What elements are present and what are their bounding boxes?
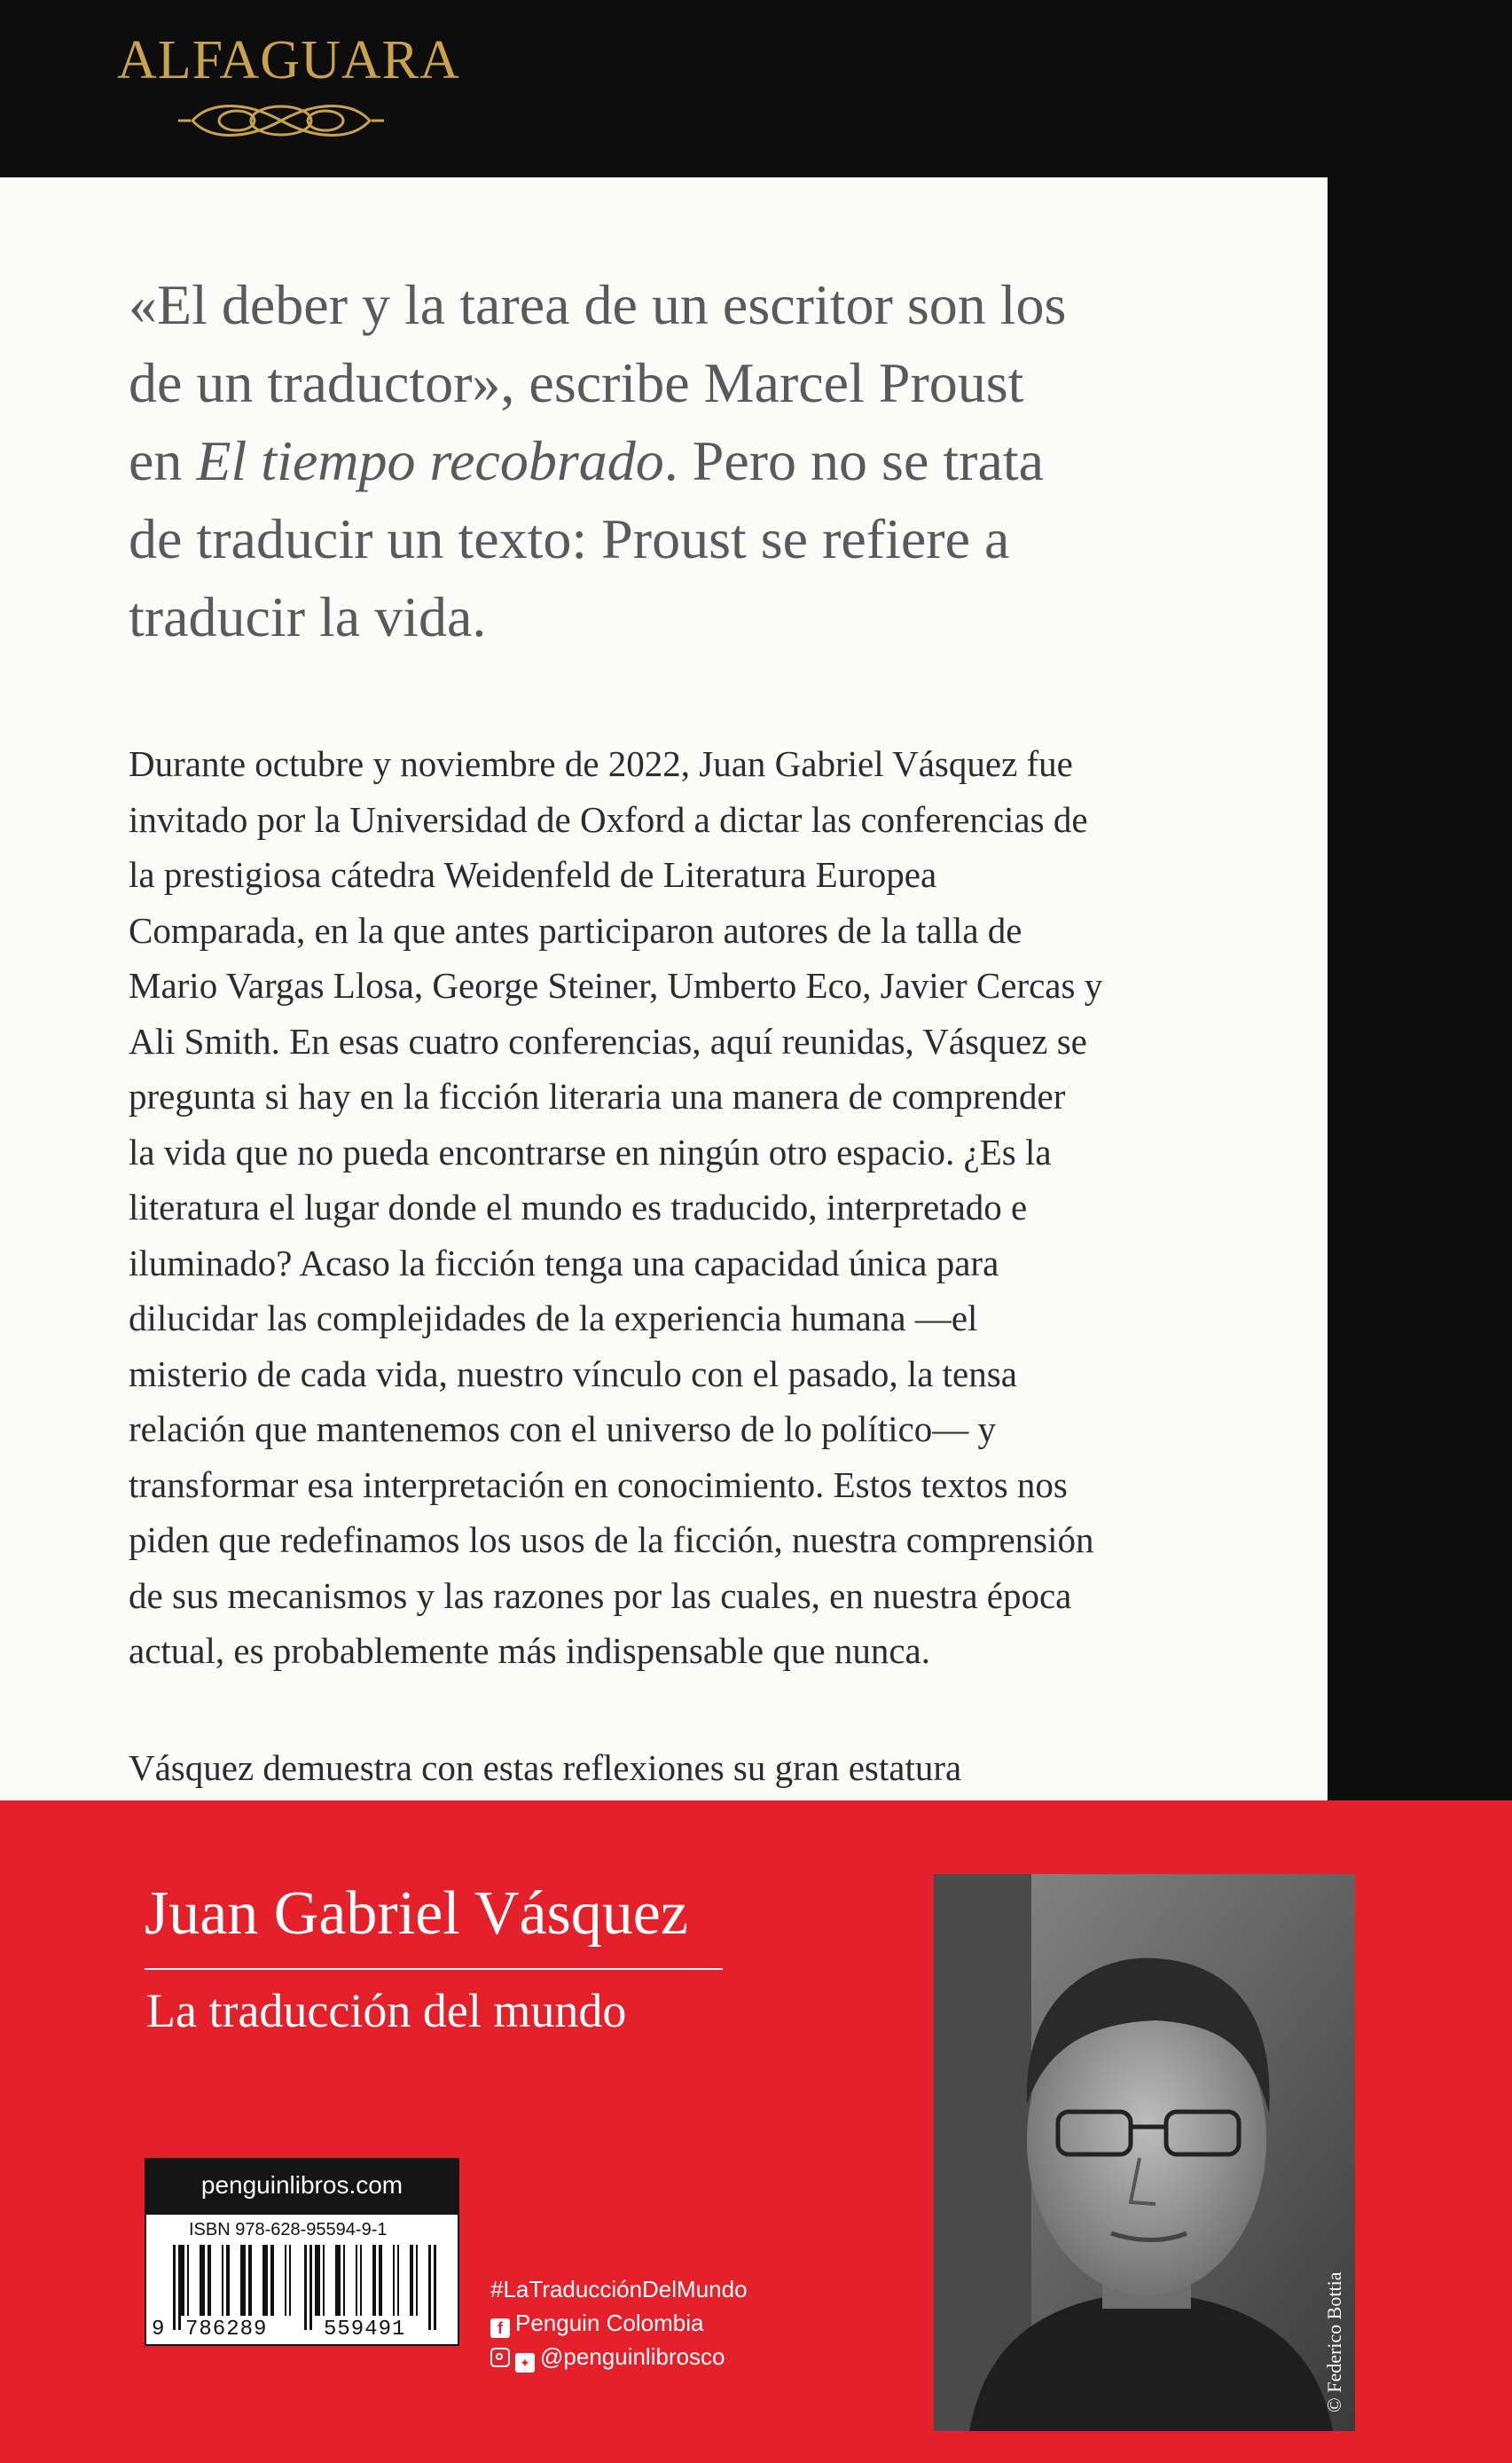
author-portrait-image <box>934 1874 1355 2431</box>
quote-book-title: El tiempo recobrado <box>196 429 664 492</box>
author-photo <box>934 1874 1355 2431</box>
synopsis-line: Vásquez demuestra con estas reflexiones su gran estatura <box>129 1747 962 1788</box>
barcode-bar <box>226 2245 230 2316</box>
synopsis-line: transformar esa interpretación en conocimiento. Estos textos nos <box>129 1463 1068 1505</box>
synopsis-paragraph <box>129 736 1233 1679</box>
synopsis-line: Durante octubre y noviembre de 2022, Juan Gabriel Vásquez fue <box>129 743 1073 784</box>
barcode-bar <box>410 2245 413 2316</box>
barcode-bar <box>222 2245 223 2316</box>
quote-line-5: traducir la vida. <box>129 585 487 648</box>
barcode-left-digits: 786289 <box>182 2318 270 2342</box>
synopsis-line: de sus mecanismos y las razones por las cuales, en nuestra época <box>129 1574 1072 1616</box>
pull-quote <box>129 266 1237 656</box>
synopsis-line: pregunta si hay en la ficción literaria una manera de comprender <box>129 1076 1066 1117</box>
publisher-logo <box>117 27 460 151</box>
synopsis-line: Comparada, en la que antes participaron autores de la talla de <box>129 909 1022 951</box>
barcode-right-digits: 559491 <box>320 2318 409 2342</box>
social-facebook <box>490 2308 703 2338</box>
synopsis-paragraph-2 <box>129 1740 1233 1796</box>
barcode-bar <box>360 2245 362 2316</box>
facebook-text: Penguin Colombia <box>515 2310 704 2336</box>
barcode-bar <box>289 2245 291 2316</box>
barcode-bar <box>181 2245 184 2316</box>
quote-line-4: de traducir un texto: Proust se refiere a <box>129 507 1010 570</box>
synopsis-line: dilucidar las complejidades de la experiencia humana —el <box>129 1298 978 1338</box>
synopsis-line: misterio de cada vida, nuestro vínculo con el pasado, la tensa <box>129 1353 1017 1394</box>
quote-line-3-suffix: . Pero no se trata <box>663 429 1045 492</box>
photo-credit: © Federico Bottia <box>1323 2271 1345 2412</box>
spine-strip <box>1328 177 1512 1800</box>
barcode-bar <box>356 2245 357 2316</box>
barcode-bar <box>200 2245 205 2316</box>
publisher-website: penguinlibros.com <box>145 2158 459 2213</box>
synopsis-line: invitado por la Universidad de Oxford a dictar las conferencias de <box>129 798 1088 840</box>
barcode-bar <box>178 2245 181 2330</box>
book-title: La traducción del mundo <box>146 1984 627 2037</box>
barcode-bar <box>262 2245 268 2316</box>
facebook-icon: f <box>490 2318 510 2338</box>
barcode-bar <box>323 2245 325 2316</box>
hashtag-text: #LaTraducciónDelMundo <box>490 2276 748 2302</box>
barcode-bar <box>270 2245 274 2316</box>
barcode-bar <box>173 2245 176 2330</box>
synopsis-line: Mario Vargas Llosa, George Steiner, Umberto Eco, Javier Cercas y <box>129 965 1103 1006</box>
back-cover-text-panel <box>0 177 1328 1800</box>
barcode-bar <box>208 2245 211 2316</box>
synopsis-line: piden que redefinamos los usos de la ficción, nuestra comprensión <box>129 1519 1094 1560</box>
author-divider <box>145 1968 723 1970</box>
barcode-bar <box>187 2245 189 2316</box>
twitter-icon: ✦ <box>515 2353 535 2373</box>
barcode-bar <box>309 2245 312 2330</box>
synopsis-line: la vida que no pueda encontrarse en ningún otro espacio. ¿Es la <box>129 1131 1052 1173</box>
instagram-icon <box>490 2348 510 2367</box>
handle-text: @penguinlibrosco <box>540 2343 725 2370</box>
social-handle <box>490 2341 725 2373</box>
synopsis-line: iluminado? Acaso la ficción tenga una capacidad única para <box>129 1242 999 1283</box>
barcode-bar <box>240 2245 246 2316</box>
synopsis-line: literatura el lugar donde el mundo es traducido, interpretado e <box>129 1187 1028 1228</box>
barcode-bar <box>416 2245 418 2316</box>
barcode-bar <box>379 2245 382 2316</box>
synopsis-line: la prestigiosa cátedra Weidenfeld de Literatura Europea <box>129 854 937 895</box>
barcode-bar <box>434 2245 436 2330</box>
quote-line-3-prefix: en <box>129 429 197 492</box>
synopsis-line: actual, es probablemente más indispensable que nunca. <box>129 1630 930 1671</box>
isbn-label: ISBN 978-628-95594-9-1 <box>189 2220 388 2239</box>
barcode-bar <box>248 2245 252 2316</box>
barcode-bar <box>343 2245 345 2316</box>
barcode-bar <box>397 2245 399 2316</box>
barcode-bar <box>285 2245 286 2316</box>
barcode-bar <box>304 2245 307 2330</box>
top-band <box>0 0 1512 177</box>
barcode-first-digit: 9 <box>152 2318 165 2341</box>
quote-line-2: de un traductor», escribe Marcel Proust <box>129 351 1024 414</box>
isbn-barcode <box>145 2213 459 2346</box>
barcode-bar <box>335 2245 341 2316</box>
author-name: Juan Gabriel Vásquez <box>145 1879 688 1948</box>
publisher-logo-text: ALFAGUARA <box>117 30 460 90</box>
barcode-bar <box>428 2245 431 2330</box>
social-hashtag <box>490 2274 748 2304</box>
synopsis-line: relación que mantenemos con el universo de lo político— y <box>129 1408 997 1449</box>
quote-line-1: «El deber y la tarea de un escritor son los <box>129 273 1067 336</box>
synopsis-line: Ali Smith. En esas cuatro conferencias, aquí reunidas, Vásquez se <box>129 1020 1087 1062</box>
barcode-bar <box>315 2245 320 2316</box>
logo-flourish-icon <box>175 96 388 145</box>
barcode-bar <box>393 2245 395 2316</box>
barcode-bar <box>372 2245 376 2316</box>
